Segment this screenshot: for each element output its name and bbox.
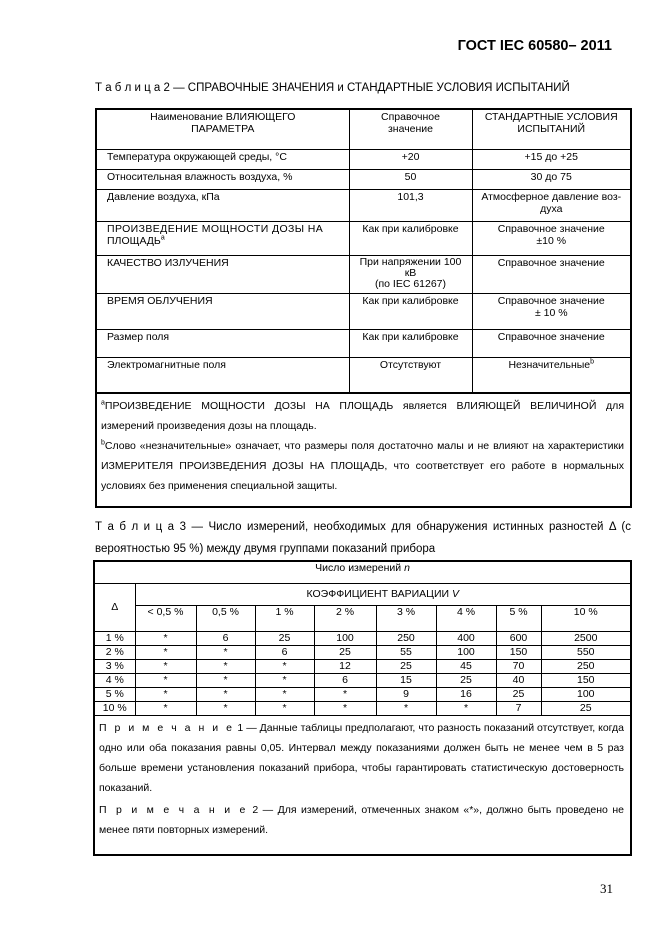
table-notes-row <box>96 393 631 507</box>
table-row <box>96 329 631 357</box>
value-cell: 70 <box>496 659 541 673</box>
cell-ref: +20 <box>349 149 472 169</box>
value-cell: * <box>376 701 436 715</box>
value-cell: 25 <box>541 701 631 715</box>
header-param: Наименование ВЛИЯЮЩЕГО ПАРАМЕТРА <box>96 109 349 149</box>
value-cell: * <box>196 673 255 687</box>
value-cell: 25 <box>436 673 496 687</box>
cell-std: Справочное значение ± 10 % <box>472 293 631 329</box>
table-row <box>96 149 631 169</box>
cell-std: 30 до 75 <box>472 169 631 189</box>
delta-cell: 1 % <box>94 631 135 645</box>
value-cell: 6 <box>196 631 255 645</box>
cell-param: Давление воздуха, кПа <box>96 189 349 221</box>
table-row <box>96 293 631 329</box>
table-header-row <box>96 109 631 149</box>
cell-std: Атмосферное давление воз- духа <box>472 189 631 221</box>
column-header: 5 % <box>496 605 541 631</box>
cell-std: Справочное значение <box>472 329 631 357</box>
cell-param: ПРОИЗВЕДЕНИЕ МОЩНОСТИ ДОЗЫ НА ПЛОЩАДЬ$^a$ <box>96 221 349 255</box>
cell-param: КАЧЕСТВО ИЗЛУЧЕНИЯ <box>96 255 349 293</box>
table-row <box>96 189 631 221</box>
column-header: 0,5 % <box>196 605 255 631</box>
caption-prefix: Т а б л и ц а <box>95 521 175 533</box>
value-cell: 12 <box>314 659 376 673</box>
coef-header: КОЭФФИЦИЕНТ ВАРИАЦИИ V <box>135 583 631 605</box>
cell-std: Незначительные$^b$ <box>472 357 631 393</box>
value-cell: 25 <box>496 687 541 701</box>
table-header-row <box>94 583 631 605</box>
caption-prefix: Т а б л и ц а <box>95 82 161 94</box>
note-a: $^a$ПРОИЗВЕДЕНИЕ МОЩНОСТИ ДОЗЫ НА ПЛОЩАДЬ является ВЛИЯЮЩЕЙ ВЕЛИЧИНОЙ для измерений произведения дозы на площадь. <box>101 399 624 432</box>
value-cell: * <box>255 659 314 673</box>
value-cell: 250 <box>541 659 631 673</box>
cell-param: Электромагнитные поля <box>96 357 349 393</box>
value-cell: 45 <box>436 659 496 673</box>
value-cell: 150 <box>496 645 541 659</box>
note-2: П р и м е ч а н и е 2 — Для измерений, отмеченных знаком «*», должно быть проведено не менее пяти повторных измерений. <box>99 803 624 836</box>
delta-cell: 5 % <box>94 687 135 701</box>
caption-text: 3 — Число измерений, необходимых для обнаружения истинных разностей Δ (с вероятностью 95 %) между двумя группами показаний прибора <box>95 521 632 555</box>
value-cell: 25 <box>255 631 314 645</box>
value-cell: 250 <box>376 631 436 645</box>
column-header: 1 % <box>255 605 314 631</box>
header-ref: Справочное значение <box>349 109 472 149</box>
column-header: 3 % <box>376 605 436 631</box>
value-cell: 6 <box>314 673 376 687</box>
table-notes <box>96 393 631 507</box>
note-b: $^b$Слово «незначительные» означает, что размеры поля достаточно малы и не влияют на характеристики ИЗМЕРИТЕЛЯ ПРОИЗВЕДЕНИЯ ДОЗЫ НА ПЛОЩАДЬ, что соответствует его работе в нормальных условиях без применения специальной защиты. <box>101 439 624 492</box>
table3-caption <box>95 516 631 560</box>
value-cell: * <box>135 687 196 701</box>
value-cell: * <box>314 687 376 701</box>
value-cell: 2500 <box>541 631 631 645</box>
value-cell: 100 <box>436 645 496 659</box>
cell-ref: Как при калибровке <box>349 221 472 255</box>
table-row <box>94 659 631 673</box>
value-cell: * <box>135 631 196 645</box>
header-count: Число измерений n <box>94 561 631 583</box>
table-row <box>96 221 631 255</box>
value-cell: 9 <box>376 687 436 701</box>
delta-cell: 4 % <box>94 673 135 687</box>
value-cell: 400 <box>436 631 496 645</box>
table-notes-row <box>94 715 631 855</box>
cell-std: Справочное значение ±10 % <box>472 221 631 255</box>
measurements-table <box>93 560 632 856</box>
cell-ref: Как при калибровке <box>349 329 472 357</box>
value-cell: 25 <box>376 659 436 673</box>
value-cell: * <box>314 701 376 715</box>
table-row <box>94 645 631 659</box>
value-cell: * <box>196 659 255 673</box>
delta-header: Δ <box>94 583 135 631</box>
reference-values-table <box>95 108 632 508</box>
table-row <box>96 255 631 293</box>
document-header: ГОСТ IEC 60580– 2011 <box>457 38 612 54</box>
cell-param: Температура окружающей среды, °С <box>96 149 349 169</box>
value-cell: * <box>196 645 255 659</box>
value-cell: * <box>255 687 314 701</box>
value-cell: 100 <box>541 687 631 701</box>
delta-cell: 10 % <box>94 701 135 715</box>
note-1: П р и м е ч а н и е 1 — Данные таблицы предполагают, что разность показаний отсутствует, когда одно или оба показания равны 0,05. Интервал между показаниями должен быть не менее чем в 5 раз больше времени установления показаний прибора, чтобы гарантировать статистическую достоверность показаний. <box>99 721 624 794</box>
column-header: 2 % <box>314 605 376 631</box>
delta-cell: 2 % <box>94 645 135 659</box>
column-header: 10 % <box>541 605 631 631</box>
cell-ref: При напряжении 100 кВ (по IEC 61267) <box>349 255 472 293</box>
caption-text: 2 — СПРАВОЧНЫЕ ЗНАЧЕНИЯ и СТАНДАРТНЫЕ УСЛОВИЯ ИСПЫТАНИЙ <box>160 82 570 94</box>
value-cell: * <box>135 701 196 715</box>
value-cell: 100 <box>314 631 376 645</box>
value-cell: 600 <box>496 631 541 645</box>
delta-cell: 3 % <box>94 659 135 673</box>
table-row <box>94 673 631 687</box>
value-cell: 550 <box>541 645 631 659</box>
value-cell: 150 <box>541 673 631 687</box>
cell-std: +15 до +25 <box>472 149 631 169</box>
value-cell: 55 <box>376 645 436 659</box>
value-cell: * <box>255 701 314 715</box>
column-header: 4 % <box>436 605 496 631</box>
value-cell: * <box>196 701 255 715</box>
table-notes <box>94 715 631 855</box>
table-row <box>94 687 631 701</box>
measurements-body <box>94 631 631 715</box>
value-cell: * <box>196 687 255 701</box>
cell-param: Относительная влажность воздуха, % <box>96 169 349 189</box>
cell-std: Справочное значение <box>472 255 631 293</box>
table-row <box>96 357 631 393</box>
column-header: < 0,5 % <box>135 605 196 631</box>
value-cell: 6 <box>255 645 314 659</box>
table-header-row <box>94 561 631 583</box>
columns-row <box>94 605 631 631</box>
table-row <box>94 631 631 645</box>
value-cell: * <box>135 659 196 673</box>
cell-ref: 101,3 <box>349 189 472 221</box>
value-cell: 40 <box>496 673 541 687</box>
value-cell: * <box>255 673 314 687</box>
table2-caption <box>95 82 570 94</box>
value-cell: 16 <box>436 687 496 701</box>
value-cell: 25 <box>314 645 376 659</box>
table-row <box>94 701 631 715</box>
cell-ref: 50 <box>349 169 472 189</box>
value-cell: 15 <box>376 673 436 687</box>
table-row <box>96 169 631 189</box>
value-cell: 7 <box>496 701 541 715</box>
cell-ref: Отсутствуют <box>349 357 472 393</box>
value-cell: * <box>135 645 196 659</box>
cell-ref: Как при калибровке <box>349 293 472 329</box>
page-number: 31 <box>600 881 613 896</box>
value-cell: * <box>135 673 196 687</box>
value-cell: * <box>436 701 496 715</box>
cell-param: ВРЕМЯ ОБЛУЧЕНИЯ <box>96 293 349 329</box>
header-std: СТАНДАРТНЫЕ УСЛОВИЯ ИСПЫТАНИЙ <box>472 109 631 149</box>
cell-param: Размер поля <box>96 329 349 357</box>
